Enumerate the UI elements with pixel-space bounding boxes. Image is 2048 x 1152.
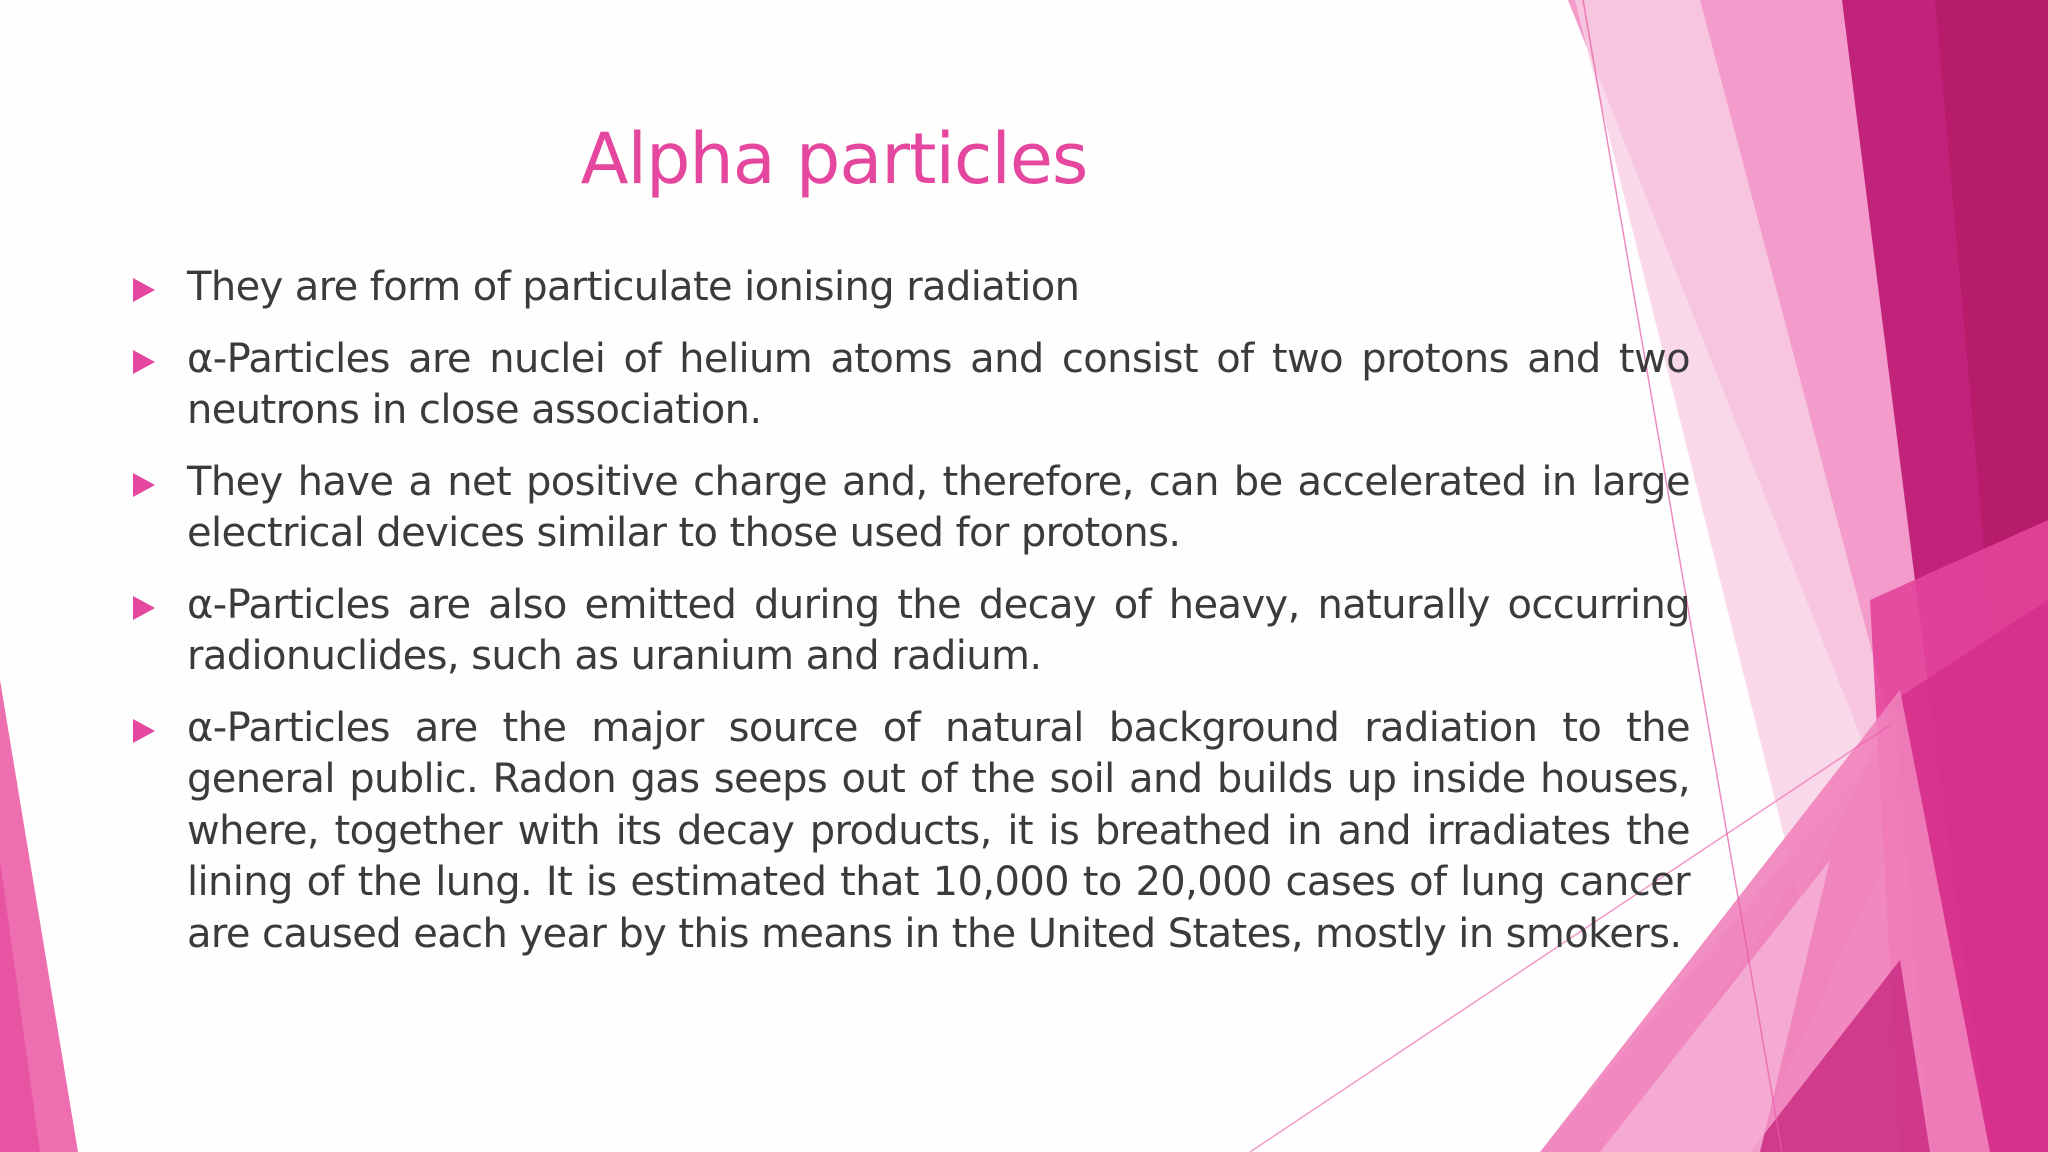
- bullet-item: [130, 703, 1690, 961]
- bullet-text: α-Particles are also emitted during the decay of heavy, naturally occurring radionuclides, such as uranium and radium.: [187, 581, 1690, 679]
- triangle-bullet-icon: [133, 719, 155, 743]
- bullet-text: They are form of particulate ionising radiation: [187, 264, 1080, 310]
- bullet-item: [130, 457, 1690, 560]
- triangle-bullet-icon: [133, 278, 155, 302]
- slide-title: Alpha particles: [580, 118, 1088, 200]
- bullet-text: α-Particles are the major source of natural background radiation to the general public. Radon gas seeps out of the soil and builds up inside houses, where, together with its decay products, it is breathed in and irradiates the lining of the lung. It is estimated that 10,000 to 20,000 cases of lung cancer are caused each year by this means in the United States, mostly in smokers.: [187, 704, 1690, 957]
- bullet-item: [130, 334, 1690, 437]
- triangle-bullet-icon: [133, 596, 155, 620]
- triangle-bullet-icon: [133, 473, 155, 497]
- bullet-list: [130, 262, 1690, 980]
- bullet-text: α-Particles are nuclei of helium atoms and consist of two protons and two neutrons in close association.: [187, 335, 1690, 433]
- triangle-bullet-icon: [133, 350, 155, 374]
- bullet-text: They have a net positive charge and, therefore, can be accelerated in large electrical devices similar to those used for protons.: [187, 458, 1690, 556]
- bullet-item: [130, 262, 1690, 314]
- bullet-item: [130, 580, 1690, 683]
